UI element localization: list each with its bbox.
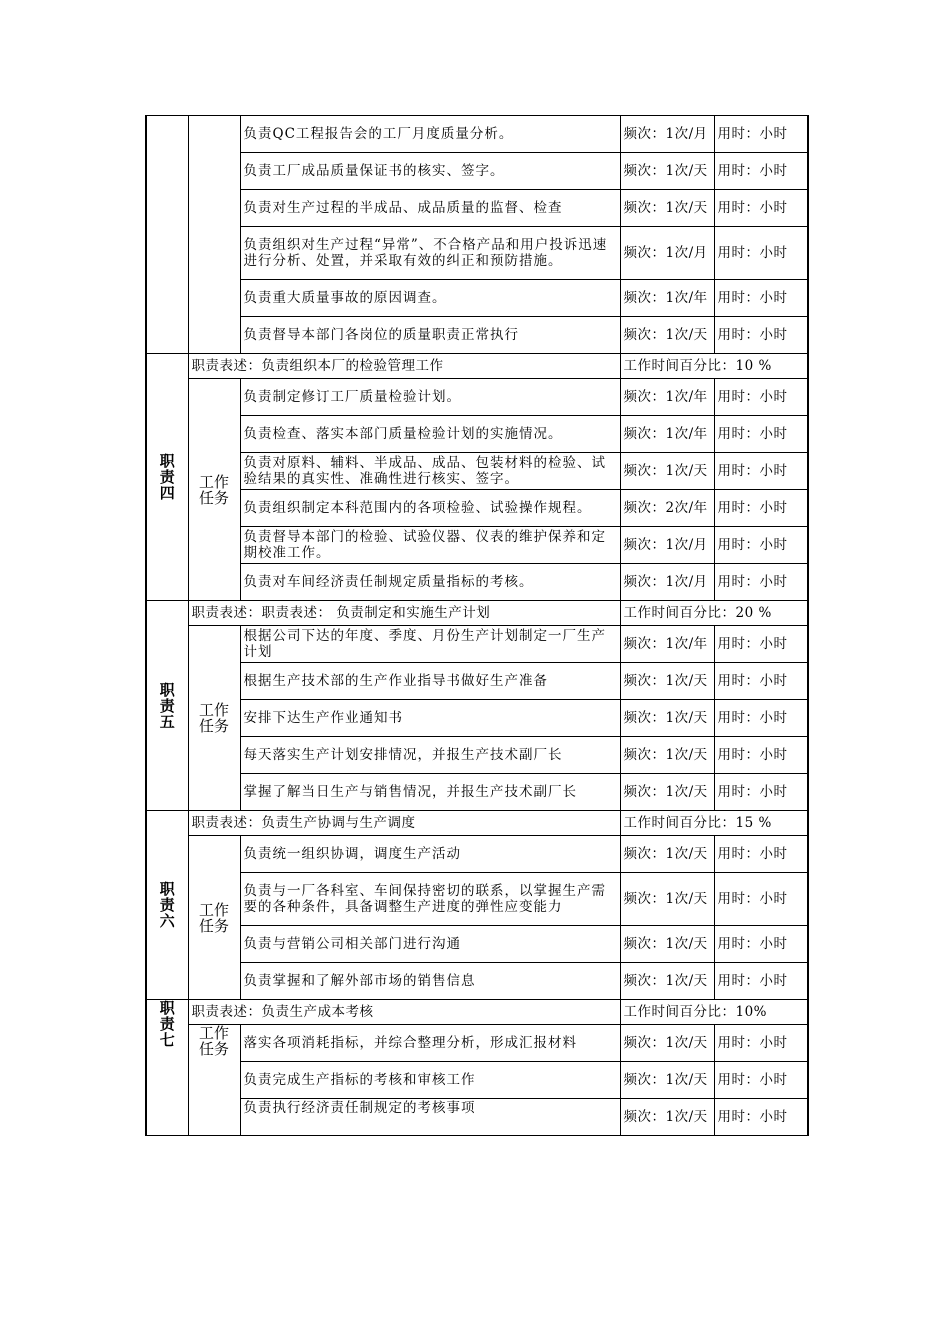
table-row: [146, 1099, 808, 1136]
task-text: 负责组织制定本科范围内的各项检验、试验操作规程。: [240, 490, 620, 527]
task-frequency: 频次：1次/月: [620, 227, 714, 280]
task-time: 用时：小时: [714, 416, 808, 453]
duty-percent: 工作时间百分比：10%: [620, 1000, 808, 1025]
task-frequency: 频次：1次/天: [620, 1062, 714, 1099]
task-time: 用时：小时: [714, 280, 808, 317]
task-frequency: 频次：1次/年: [620, 379, 714, 416]
task-frequency: 频次：1次/天: [620, 153, 714, 190]
work-label: 工作任务: [188, 379, 240, 601]
task-frequency: 频次：1次/天: [620, 453, 714, 490]
table-row: [146, 317, 808, 354]
table-row: [146, 564, 808, 601]
task-frequency: 频次：1次/天: [620, 700, 714, 737]
task-frequency: 频次：1次/月: [620, 564, 714, 601]
task-text: 根据公司下达的年度、季度、月份生产计划制定一厂生产计划: [240, 626, 620, 663]
task-text: 负责工厂成品质量保证书的核实、签字。: [240, 153, 620, 190]
duty-summary-row: [146, 1000, 808, 1025]
task-time: 用时：小时: [714, 317, 808, 354]
task-time: 用时：小时: [714, 963, 808, 1000]
table-row: [146, 1062, 808, 1099]
task-time: 用时：小时: [714, 527, 808, 564]
task-frequency: 频次：1次/天: [620, 737, 714, 774]
task-time: 用时：小时: [714, 564, 808, 601]
task-frequency: 频次：1次/天: [620, 190, 714, 227]
task-text: 负责组织对生产过程“异常”、不合格产品和用户投诉迅速进行分析、处置，并采取有效的纠正和预防措施。: [240, 227, 620, 280]
task-time: 用时：小时: [714, 453, 808, 490]
task-text: 安排下达生产作业通知书: [240, 700, 620, 737]
task-frequency: 频次：1次/天: [620, 317, 714, 354]
duty-table: [145, 115, 809, 1136]
task-time: 用时：小时: [714, 1025, 808, 1062]
table-row: [146, 153, 808, 190]
task-time: 用时：小时: [714, 116, 808, 153]
table-row: [146, 774, 808, 811]
work-label: 工作任务: [188, 1025, 240, 1136]
table-row: [146, 490, 808, 527]
task-time: 用时：小时: [714, 737, 808, 774]
task-time: 用时：小时: [714, 379, 808, 416]
table-row: [146, 963, 808, 1000]
task-frequency: 频次：1次/天: [620, 663, 714, 700]
task-frequency: 频次：1次/天: [620, 1025, 714, 1062]
work-label: 工作任务: [188, 836, 240, 1000]
task-text: 落实各项消耗指标，并综合整理分析，形成汇报材料: [240, 1025, 620, 1062]
task-text: 负责检查、落实本部门质量检验计划的实施情况。: [240, 416, 620, 453]
work-label: 工作任务: [188, 626, 240, 811]
table-row: [146, 1025, 808, 1062]
duty-percent: 工作时间百分比：10 %: [620, 354, 808, 379]
task-text: 负责QC工程报告会的工厂月度质量分析。: [240, 116, 620, 153]
task-text: 负责执行经济责任制规定的考核事项: [240, 1099, 620, 1136]
table-row: [146, 379, 808, 416]
table-row: [146, 626, 808, 663]
task-time: 用时：小时: [714, 153, 808, 190]
task-time: 用时：小时: [714, 700, 808, 737]
task-time: 用时：小时: [714, 873, 808, 926]
duty-label: 职责五: [146, 601, 188, 811]
task-text: 负责统一组织协调，调度生产活动: [240, 836, 620, 873]
task-frequency: 频次：1次/月: [620, 116, 714, 153]
task-text: 负责重大质量事故的原因调查。: [240, 280, 620, 317]
task-frequency: 频次：1次/天: [620, 926, 714, 963]
task-frequency: 频次：1次/天: [620, 774, 714, 811]
task-text: 根据生产技术部的生产作业指导书做好生产准备: [240, 663, 620, 700]
task-time: 用时：小时: [714, 774, 808, 811]
duty-summary: 职责表述：职责表述： 负责制定和实施生产计划: [188, 601, 620, 626]
table-row: [146, 836, 808, 873]
task-time: 用时：小时: [714, 626, 808, 663]
duty-label: 职责七: [146, 1000, 188, 1136]
table-row: [146, 700, 808, 737]
task-text: 负责对原料、辅料、半成品、成品、包装材料的检验、试验结果的真实性、准确性进行核实、签字。: [240, 453, 620, 490]
task-text: 负责对生产过程的半成品、成品质量的监督、检查: [240, 190, 620, 227]
task-time: 用时：小时: [714, 836, 808, 873]
work-label-empty: [188, 116, 240, 354]
task-text: 负责与一厂各科室、车间保持密切的联系，以掌握生产需要的各种条件，具备调整生产进度的弹性应变能力: [240, 873, 620, 926]
task-time: 用时：小时: [714, 190, 808, 227]
duty-summary: 职责表述：负责组织本厂的检验管理工作: [188, 354, 620, 379]
duty-summary: 职责表述：负责生产成本考核: [188, 1000, 620, 1025]
task-text: 负责与营销公司相关部门进行沟通: [240, 926, 620, 963]
task-frequency: 频次：1次/月: [620, 527, 714, 564]
task-text: 负责制定修订工厂质量检验计划。: [240, 379, 620, 416]
duty-percent: 工作时间百分比：15 %: [620, 811, 808, 836]
task-frequency: 频次：1次/年: [620, 280, 714, 317]
task-text: 负责完成生产指标的考核和审核工作: [240, 1062, 620, 1099]
task-time: 用时：小时: [714, 490, 808, 527]
task-text: 每天落实生产计划安排情况，并报生产技术副厂长: [240, 737, 620, 774]
table-row: [146, 280, 808, 317]
duty-label: 职责四: [146, 354, 188, 601]
duty-label: 职责六: [146, 811, 188, 1000]
task-time: 用时：小时: [714, 1062, 808, 1099]
table-row: [146, 190, 808, 227]
task-time: 用时：小时: [714, 663, 808, 700]
task-frequency: 频次：1次/天: [620, 1099, 714, 1136]
task-frequency: 频次：1次/天: [620, 873, 714, 926]
task-frequency: 频次：1次/年: [620, 626, 714, 663]
task-text: 负责掌握和了解外部市场的销售信息: [240, 963, 620, 1000]
task-frequency: 频次：1次/天: [620, 836, 714, 873]
task-text: 掌握了解当日生产与销售情况，并报生产技术副厂长: [240, 774, 620, 811]
task-frequency: 频次：1次/天: [620, 963, 714, 1000]
task-time: 用时：小时: [714, 1099, 808, 1136]
task-time: 用时：小时: [714, 227, 808, 280]
duty-summary-row: [146, 601, 808, 626]
table-row: [146, 227, 808, 280]
task-text: 负责对车间经济责任制规定质量指标的考核。: [240, 564, 620, 601]
duty-summary-row: [146, 811, 808, 836]
table-row: [146, 663, 808, 700]
task-frequency: 频次：2次/年: [620, 490, 714, 527]
table-row: [146, 527, 808, 564]
task-frequency: 频次：1次/年: [620, 416, 714, 453]
duty-summary: 职责表述：负责生产协调与生产调度: [188, 811, 620, 836]
table-row: [146, 926, 808, 963]
duty-label-empty: [146, 116, 188, 354]
table-row: [146, 416, 808, 453]
duty-percent: 工作时间百分比：20 %: [620, 601, 808, 626]
table-row: [146, 453, 808, 490]
table-row: [146, 873, 808, 926]
task-time: 用时：小时: [714, 926, 808, 963]
task-text: 负责督导本部门的检验、试验仪器、仪表的维护保养和定期校准工作。: [240, 527, 620, 564]
task-text: 负责督导本部门各岗位的质量职责正常执行: [240, 317, 620, 354]
table-row: [146, 737, 808, 774]
duty-summary-row: [146, 354, 808, 379]
table-row: [146, 116, 808, 153]
